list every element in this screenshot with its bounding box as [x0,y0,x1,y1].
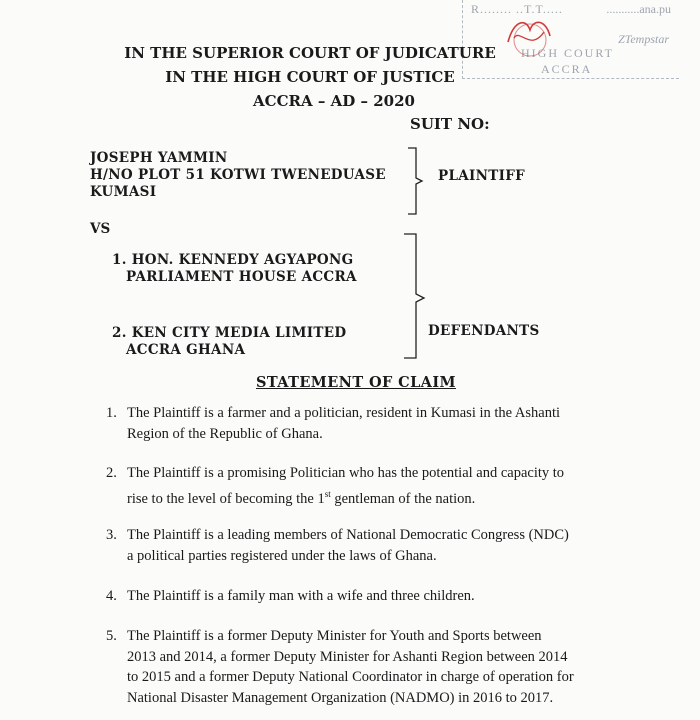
claim-item [106,463,626,509]
plaintiff-address-1: H/NO PLOT 51 KOTWI TWENEDUASE [90,167,386,183]
claim-number: 4. [106,588,117,604]
court-heading-1: IN THE SUPERIOR COURT OF JUDICATURE [124,44,496,62]
claim-number: 5. [106,628,117,644]
defendants-brace [400,232,430,362]
plaintiff-name: JOSEPH YAMMIN [90,150,228,166]
defendant-1-block [112,252,357,286]
claim-number: 2. [106,465,117,481]
claim-number: 1. [106,405,117,421]
court-heading-3: ACCRA – AD – 2020 [253,92,415,110]
stamp-line-1: R........ ..T.T..... [471,2,563,16]
court-heading-2: IN THE HIGH COURT OF JUSTICE [165,68,455,86]
stamp-line-5: ACCRA [541,62,593,76]
claim-line: rise to the level of becoming the 1st gentleman of the nation. [127,488,476,507]
claim-line: The Plaintiff is a promising Politician who has the potential and capacity to [127,465,565,481]
claim-item [106,626,626,708]
defendant-1-number: 1. [112,252,127,268]
plaintiff-role: PLAINTIFF [438,168,526,184]
claim-line: 2013 and 2014, a former Deputy Minister for Ashanti Region between 2014 [127,648,568,665]
claim-line: Region of the Republic of Ghana. [127,425,323,442]
defendant-2-number: 2. [112,325,127,341]
claim-line: The Plaintiff is a leading members of National Democratic Congress (NDC) [127,527,569,543]
stamp-line-4: HIGH COURT [521,46,614,60]
claim-line: a political parties registered under the laws of Ghana. [127,547,437,564]
claim-line: The Plaintiff is a former Deputy Minister for Youth and Sports between [127,628,542,644]
defendants-role: DEFENDANTS [428,323,540,339]
stamp-line-3: ZTempstar [618,32,669,46]
stamp-line-2: ...........ana.pu [606,2,671,16]
claim-item [106,586,626,607]
claim-item [106,403,626,444]
plaintiff-block [90,150,386,201]
suit-number-label: SUIT NO: [410,115,490,133]
plaintiff-brace [404,146,426,216]
defendant-2-address: ACCRA GHANA [126,342,246,358]
claim-number: 3. [106,527,117,543]
defendant-1-name: HON. KENNEDY AGYAPONG [131,252,354,268]
defendant-1-address: PARLIAMENT HOUSE ACCRA [126,269,357,285]
defendant-2-block [112,325,346,359]
claim-line: The Plaintiff is a family man with a wife and three children. [127,588,475,604]
statement-of-claim-title: STATEMENT OF CLAIM [256,374,456,391]
claim-item [106,525,626,566]
plaintiff-address-2: KUMASI [90,184,157,200]
claim-line: National Disaster Management Organization (NADMO) in 2016 to 2017. [127,689,554,706]
defendant-2-name: KEN CITY MEDIA LIMITED [131,325,347,341]
claim-line: to 2015 and a former Deputy National Coordinator in charge of operation for [127,669,574,685]
versus-label: VS [90,221,111,237]
claim-line: The Plaintiff is a farmer and a politician, resident in Kumasi in the Ashanti [127,405,561,421]
